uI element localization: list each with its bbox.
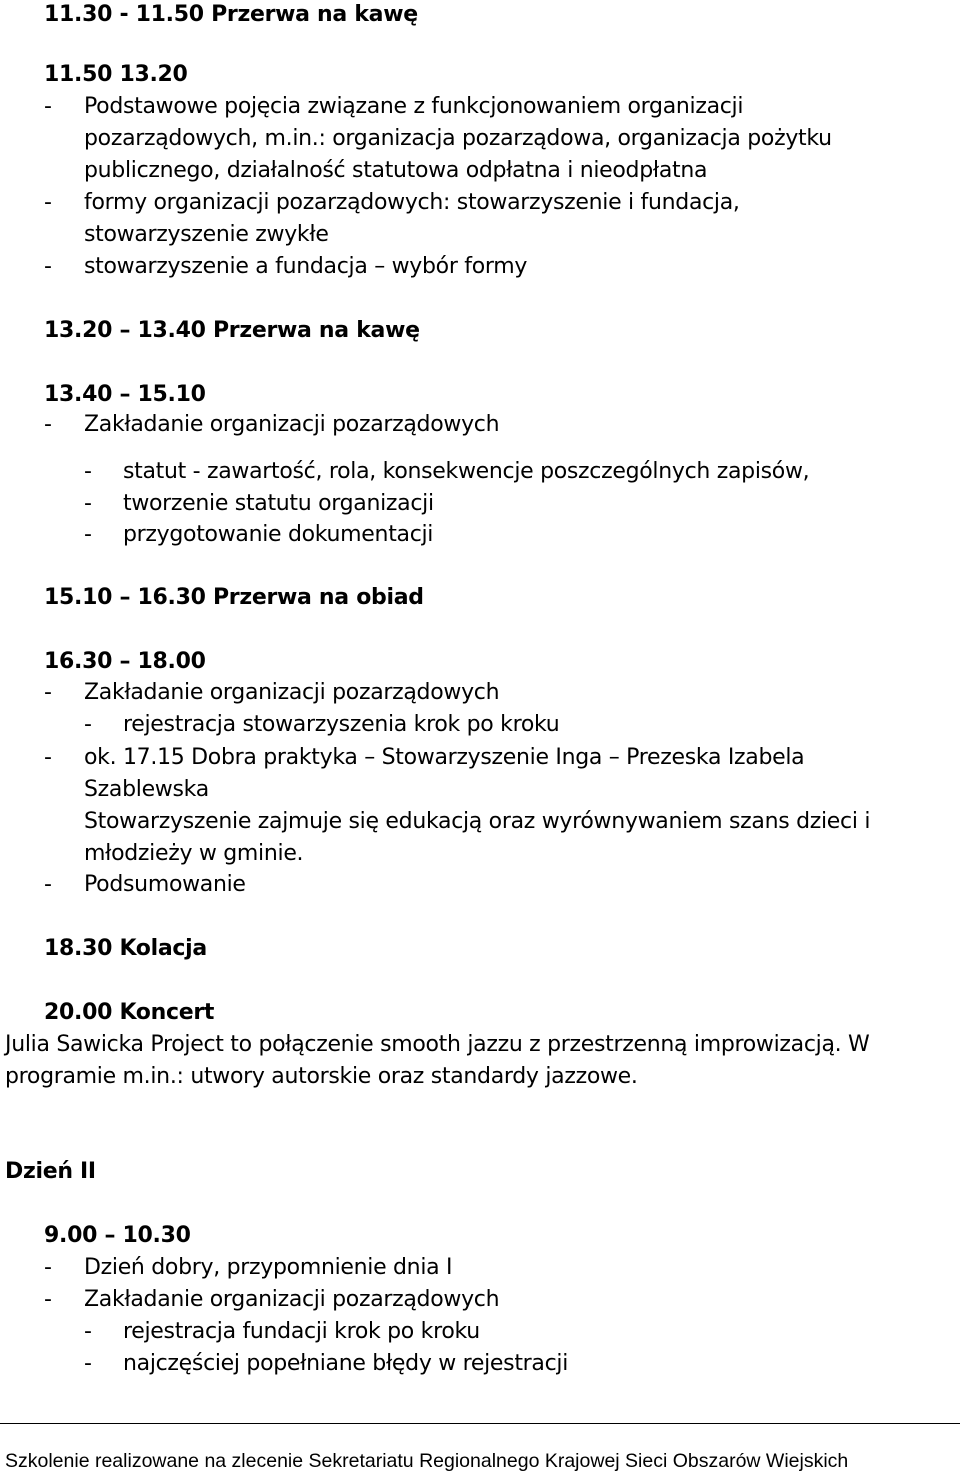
list-item-text: pozarządowych, m.in.: organizacja pozarządowa, organizacja pożytku — [84, 126, 832, 151]
sub-bullet-dash: - — [84, 522, 92, 547]
page-footer: Szkolenie realizowane na zlecenie Sekretariatu Regionalnego Krajowej Sieci Obszarów Wiejskich — [5, 1450, 849, 1472]
sub-list-item-text: statut - zawartość, rola, konsekwencje poszczególnych zapisów, — [123, 459, 810, 484]
list-item-text: Podstawowe pojęcia związane z funkcjonowaniem organizacji — [84, 94, 744, 119]
footer-divider — [0, 1423, 960, 1424]
sub-list-item-text: najczęściej popełniane błędy w rejestracji — [123, 1351, 569, 1376]
bullet-dash: - — [44, 412, 52, 437]
break-heading: 11.30 - 11.50 Przerwa na kawę — [44, 2, 418, 27]
list-item-text: Zakładanie organizacji pozarządowych — [84, 680, 500, 705]
sub-list-item-text: tworzenie statutu organizacji — [123, 491, 434, 516]
paragraph-text: programie m.in.: utwory autorskie oraz standardy jazzowe. — [5, 1064, 638, 1089]
list-item-text: ok. 17.15 Dobra praktyka – Stowarzyszenie Inga – Prezeska Izabela — [84, 745, 805, 770]
break-heading: 13.20 – 13.40 Przerwa na kawę — [44, 318, 420, 343]
list-item-text: Zakładanie organizacji pozarządowych — [84, 1287, 500, 1312]
list-item-text: publicznego, działalność statutowa odpłatna i nieodpłatna — [84, 158, 708, 183]
list-item-text: Stowarzyszenie zajmuje się edukacją oraz wyrównywaniem szans dzieci i — [84, 809, 871, 834]
bullet-dash: - — [44, 190, 52, 215]
break-heading: 18.30 Kolacja — [44, 936, 207, 961]
session-time-heading: 11.50 13.20 — [44, 62, 188, 87]
sub-bullet-dash: - — [84, 1319, 92, 1344]
sub-list-item-text: rejestracja stowarzyszenia krok po kroku — [123, 712, 560, 737]
list-item-text: Szablewska — [84, 777, 209, 802]
list-item-text: Podsumowanie — [84, 872, 246, 897]
list-item-text: formy organizacji pozarządowych: stowarzyszenie i fundacja, — [84, 190, 740, 215]
session-time-heading: 13.40 – 15.10 — [44, 382, 206, 407]
session-time-heading: 9.00 – 10.30 — [44, 1223, 191, 1248]
bullet-dash: - — [44, 254, 52, 279]
bullet-dash: - — [44, 872, 52, 897]
list-item-text: Zakładanie organizacji pozarządowych — [84, 412, 500, 437]
list-item-text: Dzień dobry, przypomnienie dnia I — [84, 1255, 453, 1280]
bullet-dash: - — [44, 680, 52, 705]
list-item-text: stowarzyszenie a fundacja – wybór formy — [84, 254, 528, 279]
sub-bullet-dash: - — [84, 491, 92, 516]
session-time-heading: 16.30 – 18.00 — [44, 649, 206, 674]
event-heading: 20.00 Koncert — [44, 1000, 215, 1025]
sub-list-item-text: przygotowanie dokumentacji — [123, 522, 434, 547]
bullet-dash: - — [44, 1287, 52, 1312]
bullet-dash: - — [44, 94, 52, 119]
bullet-dash: - — [44, 1255, 52, 1280]
bullet-dash: - — [44, 745, 52, 770]
list-item-text: stowarzyszenie zwykłe — [84, 222, 329, 247]
sub-list-item-text: rejestracja fundacji krok po kroku — [123, 1319, 480, 1344]
sub-bullet-dash: - — [84, 712, 92, 737]
break-heading: 15.10 – 16.30 Przerwa na obiad — [44, 585, 424, 610]
sub-bullet-dash: - — [84, 459, 92, 484]
list-item-text: młodzieży w gminie. — [84, 841, 304, 866]
sub-bullet-dash: - — [84, 1351, 92, 1376]
paragraph-text: Julia Sawicka Project to połączenie smooth jazzu z przestrzenną improwizacją. W — [5, 1032, 870, 1057]
day-heading: Dzień II — [5, 1159, 96, 1184]
